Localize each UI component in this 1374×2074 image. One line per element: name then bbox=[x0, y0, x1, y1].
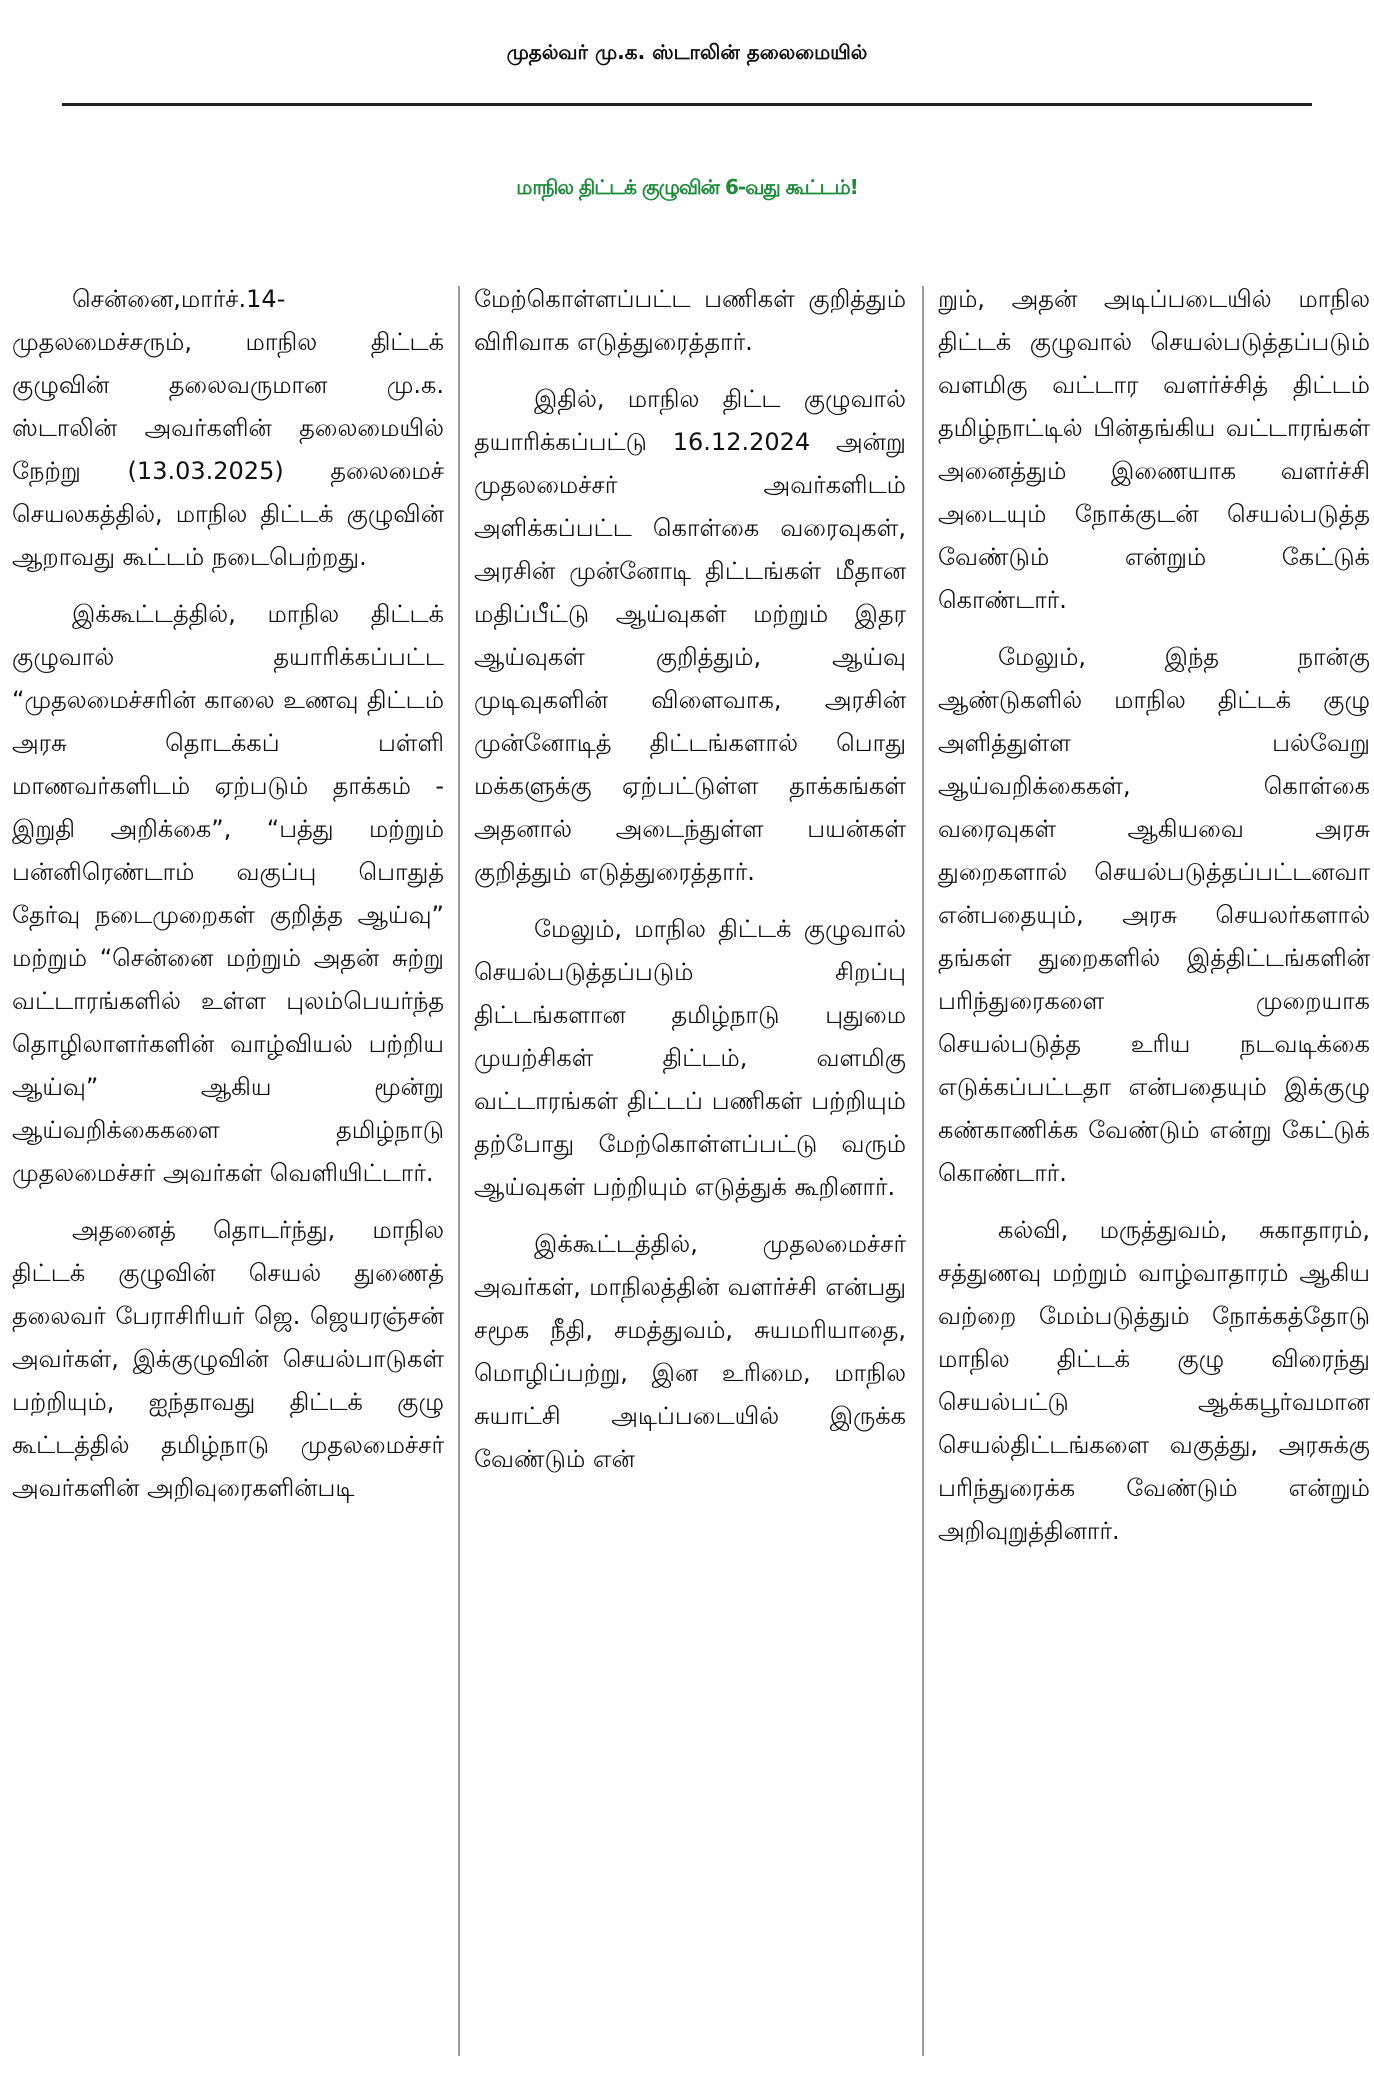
paragraph: மேற்கொள்ளப்பட்ட பணிகள் குறித்தும் விரிவாக எடுத்துரைத்தார். bbox=[474, 285, 906, 356]
header-rule bbox=[62, 103, 1312, 106]
paragraph: இக்கூட்டத்தில், முதலமைச்சர் அவர்கள், மாநிலத்தின் வளர்ச்சி என்பது சமூக நீதி, சமத்துவம், சுயமரியாதை, மொழிப்பற்று, இன உரிமை, மாநில சுயாட்சி அடிப்படையில் இருக்க வேண்டும் என் bbox=[474, 1230, 906, 1473]
column-divider bbox=[458, 286, 460, 2056]
column-1 bbox=[12, 278, 444, 2058]
kicker-heading: முதல்வர் மு.க. ஸ்டாலின் தலைமையில் bbox=[506, 40, 868, 64]
paragraph: றும், அதன் அடிப்படையில் மாநில திட்டக் குழுவால் செயல்படுத்தப்படும் வளமிகு வட்டார வளர்ச்சித் திட்டம் தமிழ்நாட்டில் பின்தங்கிய வட்டாரங்கள் அனைத்தும் இணையாக வளர்ச்சி அடையும் நோக்குடன் செயல்படுத்த வேண்டும் என்றும் கேட்டுக் கொண்டார். bbox=[938, 285, 1370, 614]
paragraph: மேலும், மாநில திட்டக் குழுவால் செயல்படுத்தப்படும் சிறப்பு திட்டங்களான தமிழ்நாடு புதுமை முயற்சிகள் திட்டம், வளமிகு வட்டாரங்கள் திட்டப் பணிகள் பற்றியும் தற்போது மேற்கொள்ளப்பட்டு வரும் ஆய்வுகள் பற்றியும் எடுத்துக் கூறினார். bbox=[474, 915, 906, 1201]
headline: மாநில திட்டக் குழுவின் 6-வது கூட்டம்! bbox=[516, 175, 858, 199]
paragraph: மேலும், இந்த நான்கு ஆண்டுகளில் மாநில திட்டக் குழு அளித்துள்ள பல்வேறு ஆய்வறிக்கைகள், கொள்கை வரைவுகள் ஆகியவை அரசு துறைகளால் செயல்படுத்தப்பட்டனவா என்பதையும், அரசு செயலர்களால் தங்கள் துறைகளில் இத்திட்டங்களின் பரிந்துரைகளை முறையாக செயல்படுத்த உரிய நடவடிக்கை எடுக்கப்பட்டதா என்பதையும் இக்குழு கண்காணிக்க வேண்டும் என்று கேட்டுக் கொண்டார். bbox=[938, 643, 1370, 1187]
column-3 bbox=[938, 278, 1370, 2058]
column-2 bbox=[474, 278, 906, 2058]
paragraph: சென்னை,மார்ச்.14- முதலமைச்சரும், மாநில திட்டக் குழுவின் தலைவருமான மு.க. ஸ்டாலின் அவர்களின் தலைமையில் நேற்று (13.03.2025) தலைமைச் செயலகத்தில், மாநில திட்டக் குழுவின் ஆறாவது கூட்டம் நடைபெற்றது. bbox=[12, 285, 444, 571]
paragraph: இக்கூட்டத்தில், மாநில திட்டக் குழுவால் தயாரிக்கப்பட்ட “முதலமைச்சரின் காலை உணவு திட்டம் அரசு தொடக்கப் பள்ளி மாணவர்களிடம் ஏற்படும் தாக்கம் - இறுதி அறிக்கை”, “பத்து மற்றும் பன்னிரெண்டாம் வகுப்பு பொதுத் தேர்வு நடைமுறைகள் குறித்த ஆய்வு” மற்றும் “சென்னை மற்றும் அதன் சுற்று வட்டாரங்களில் உள்ள புலம்பெயர்ந்த தொழிலாளர்களின் வாழ்வியல் பற்றிய ஆய்வு” ஆகிய மூன்று ஆய்வறிக்கைகளை தமிழ்நாடு முதலமைச்சர் அவர்கள் வெளியிட்டார். bbox=[12, 600, 444, 1187]
paragraph: அதனைத் தொடர்ந்து, மாநில திட்டக் குழுவின் செயல் துணைத் தலைவர் பேராசிரியர் ஜெ. ஜெயரஞ்சன் அவர்கள், இக்குழுவின் செயல்பாடுகள் பற்றியும், ஐந்தாவது திட்டக் குழு கூட்டத்தில் தமிழ்நாடு முதலமைச்சர் அவர்களின் அறிவுரைகளின்படி bbox=[12, 1216, 444, 1502]
paragraph: கல்வி, மருத்துவம், சுகாதாரம், சத்துணவு மற்றும் வாழ்வாதாரம் ஆகிய வற்றை மேம்படுத்தும் நோக்கத்தோடு மாநில திட்டக் குழு விரைந்து செயல்பட்டு ஆக்கபூர்வமான செயல்திட்டங்களை வகுத்து, அரசுக்கு பரிந்துரைக்க வேண்டும் என்றும் அறிவுறுத்தினார். bbox=[938, 1216, 1370, 1545]
article-body bbox=[0, 278, 1374, 2074]
column-divider bbox=[922, 286, 924, 2056]
paragraph: இதில், மாநில திட்ட குழுவால் தயாரிக்கப்பட்டு 16.12.2024 அன்று முதலமைச்சர் அவர்களிடம் அளிக்கப்பட்ட கொள்கை வரைவுகள், அரசின் முன்னோடி திட்டங்கள் மீதான மதிப்பீட்டு ஆய்வுகள் மற்றும் இதர ஆய்வுகள் குறித்தும், ஆய்வு முடிவுகளின் விளைவாக, அரசின் முன்னோடித் திட்டங்களால் பொது மக்களுக்கு ஏற்பட்டுள்ள தாக்கங்கள் அதனால் அடைந்துள்ள பயன்கள் குறித்தும் எடுத்துரைத்தார். bbox=[474, 385, 906, 886]
